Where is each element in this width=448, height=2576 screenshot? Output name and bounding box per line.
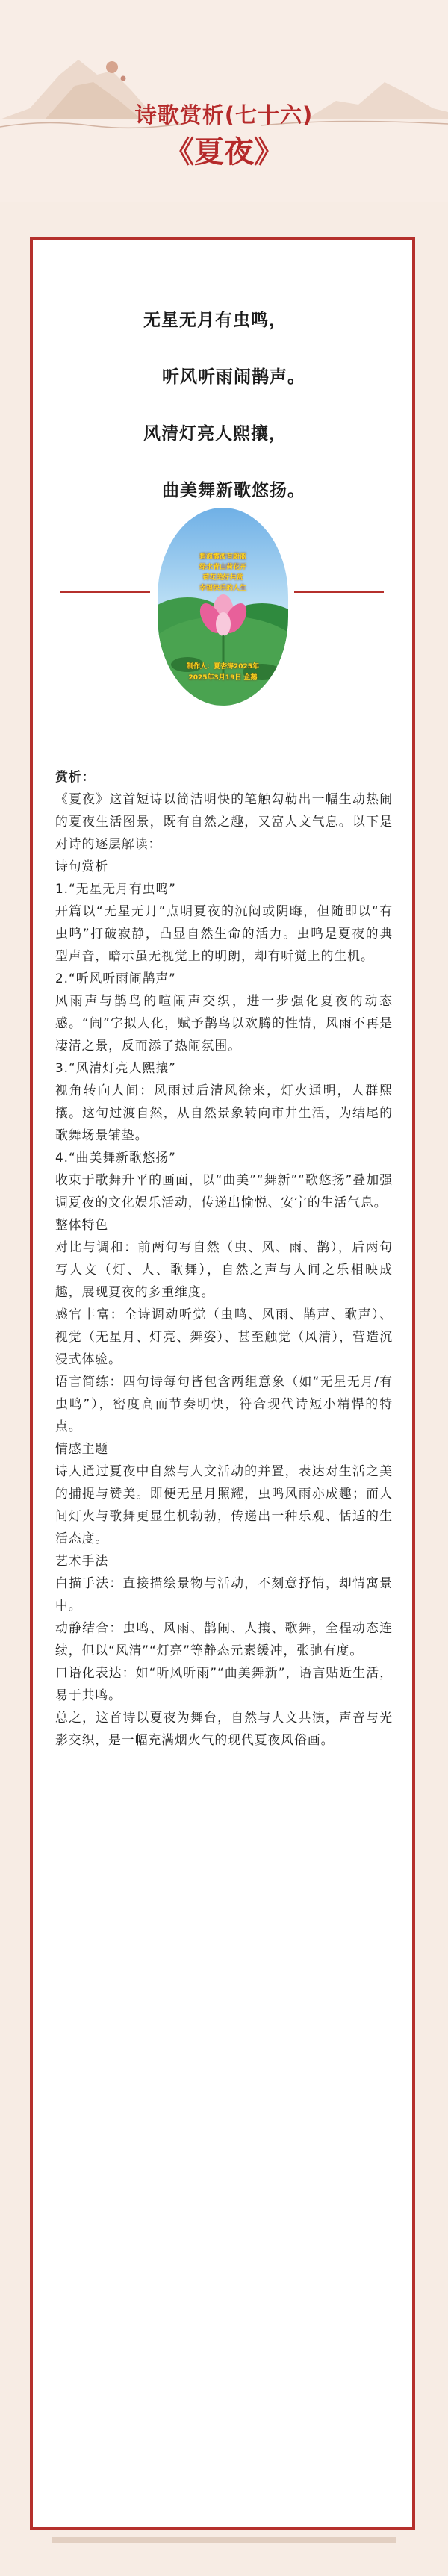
article-paragraph: 1.“无星无月有虫鸣” xyxy=(55,881,176,896)
article-paragraph: 感官丰富：全诗调动听觉（虫鸣、风雨、鹊声、歌声）、视觉（无星月、灯亮、舞姿）、甚至触觉（风清），营造沉浸式体验。 xyxy=(55,1307,393,1366)
image-caption-line: 荷花美好共赏 xyxy=(202,574,243,582)
article-paragraph: 风雨声与鹊鸟的喧闹声交织，进一步强化夏夜的动态感。“闹”字拟人化，赋予鹊鸟以欢腾的性情，风雨不再是凄清之景，反而添了热闹氛围。 xyxy=(55,993,393,1053)
content-card xyxy=(30,237,415,2530)
article-paragraph: 4.“曲美舞新歌悠扬” xyxy=(55,1150,176,1165)
image-caption-line: 制作人：夏杏涛2025年 xyxy=(186,663,260,671)
footer-bar xyxy=(52,2537,396,2543)
divider-line xyxy=(60,591,150,593)
poem-line: 曲美舞新歌悠扬。 xyxy=(162,481,305,500)
article-paragraph: 情感主题 xyxy=(55,1441,109,1456)
article-paragraph: 开篇以“无星无月”点明夏夜的沉闷或阴晦，但随即以“有虫鸣”打破寂静，凸显自然生命的活力。虫鸣是夏夜的典型声音，暗示虽无视觉上的明朗，却有听觉上的生机。 xyxy=(55,903,393,963)
lotus-image xyxy=(158,508,288,706)
series-title: 诗歌赏析(七十六) xyxy=(134,102,314,128)
article-paragraph: 赏析： xyxy=(55,769,96,784)
article-paragraph: 动静结合：虫鸣、风雨、鹊闹、人攘、歌舞，全程动态连续，但以“风清”“灯亮”等静态元素缓冲，张弛有度。 xyxy=(55,1620,393,1658)
article-paragraph: 视角转向人间：风雨过后清风徐来，灯火通明，人群熙攘。这句过渡自然，从自然景象转向市井生活，为结尾的歌舞场景铺垫。 xyxy=(55,1083,393,1142)
article-paragraph: 白描手法：直接描绘景物与活动，不刻意抒情，却情寓景中。 xyxy=(55,1575,393,1613)
article-body xyxy=(55,765,393,1751)
article-paragraph: 总之，这首诗以夏夜为舞台，自然与人文共演，声音与光影交织，是一幅充满烟火气的现代夏夜风俗画。 xyxy=(55,1710,393,1747)
header xyxy=(0,0,448,202)
article-paragraph: 语言简练：四句诗每句皆包含两组意象（如“无星无月/有虫鸣”），密度高而节奏明快，符合现代诗短小精悍的特点。 xyxy=(55,1374,393,1434)
article-paragraph: 诗人通过夏夜中自然与人文活动的并置，表达对生活之美的捕捉与赞美。即便无星月照耀，虫鸣风雨亦成趣；而人间灯火与歌舞更显生机勃勃，传递出一种乐观、恬适的生活态度。 xyxy=(55,1463,393,1546)
image-caption-line: 绿水青山荷花开 xyxy=(199,564,246,571)
image-caption-line: 幸福快乐的人生 xyxy=(199,585,246,592)
article-paragraph: 收束于歌舞升平的画面，以“曲美”“舞新”“歌悠扬”叠加强调夏夜的文化娱乐活动，传递出愉悦、安宁的生活气息。 xyxy=(55,1172,393,1210)
article-paragraph: 2.“听风听雨闹鹊声” xyxy=(55,971,176,986)
article-paragraph: 口语化表达：如“听风听雨”“曲美舞新”，语言贴近生活，易于共鸣。 xyxy=(55,1665,393,1702)
poem xyxy=(33,306,412,533)
article-paragraph: 艺术手法 xyxy=(55,1553,109,1568)
image-caption-line: 碧海霞波有蔚蓝 xyxy=(199,553,246,561)
poem-line: 风清灯亮人熙攘， xyxy=(143,424,287,444)
article-paragraph: 诗句赏析 xyxy=(55,859,109,874)
article-paragraph: 3.“风清灯亮人熙攘” xyxy=(55,1060,176,1075)
image-caption-line: 2025年3月19日 企鹅 xyxy=(188,674,258,682)
poem-title: 《夏夜》 xyxy=(164,135,284,169)
divider-line xyxy=(294,591,384,593)
poem-line: 听风听雨闹鹊声。 xyxy=(162,367,305,387)
poem-line: 无星无月有虫鸣， xyxy=(143,311,287,330)
article-paragraph: 《夏夜》这首短诗以简洁明快的笔触勾勒出一幅生动热闹的夏夜生活图景，既有自然之趣，又富人文气息。以下是对诗的逐层解读： xyxy=(55,791,393,851)
article-paragraph: 对比与调和：前两句写自然（虫、风、雨、鹊），后两句写人文（灯、人、歌舞），自然之声与人间之乐相映成趣，展现夏夜的多重维度。 xyxy=(55,1239,393,1299)
article-paragraph: 整体特色 xyxy=(55,1217,109,1232)
